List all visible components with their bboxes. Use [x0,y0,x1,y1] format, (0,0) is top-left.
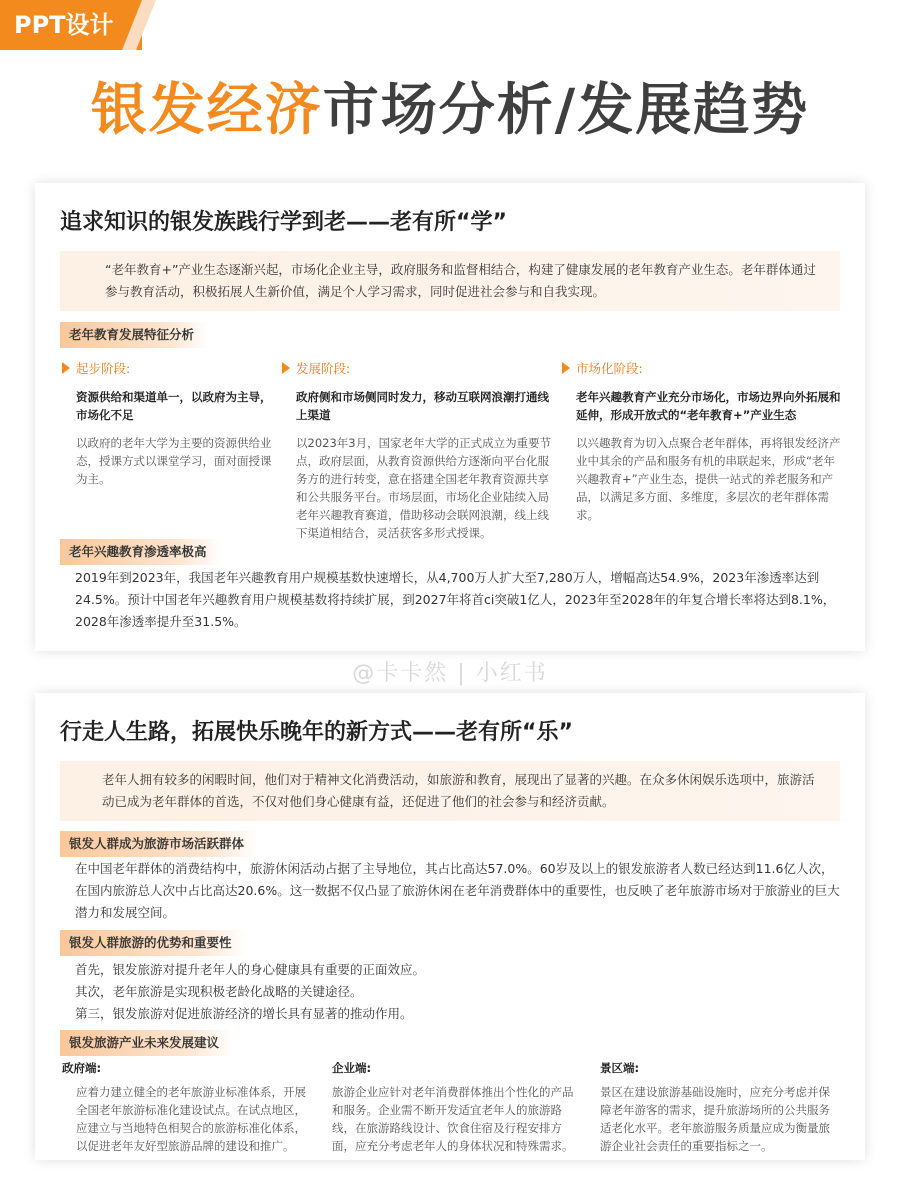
section-label: 老年教育发展特征分析 [60,322,208,348]
stage-name: 市场化阶段: [576,361,643,376]
stage-development [282,360,552,542]
section-label: 老年兴趣教育渗透率极高 [60,539,221,565]
penetration-paragraph: 2019年到2023年，我国老年兴趣教育用户规模基数快速增长，从4,700万人扩大至7,280万人，增幅高达54.9%，2023年渗透率达到24.5%。预计中国老年兴趣教育用户规模基数将持续扩展，到2027年将首ci突破1亿人，2023年至2028年的年复合增长率将达到8.1%，2028年渗透率提升至31.5%。 [75,570,836,629]
tourism-active-paragraph: 在中国老年群体的消费结构中，旅游休闲活动占据了主导地位，其占比高达57.0%。60岁及以上的银发旅游者人数已经达到11.6亿人次，在国内旅游总人次中占比高达20.6%。这一数据不仅凸显了旅游休闲在老年消费群体中的重要性，也反映了老年旅游市场对于旅游业的巨大潜力和发展空间。 [75,861,840,920]
title-highlight: 银发经济 [90,78,323,143]
section-label: 银发旅游产业未来发展建议 [60,1030,233,1056]
title-rest: 市场分析/发展趋势 [322,78,810,143]
section-label: 银发人群旅游的优势和重要性 [60,930,246,956]
education-card [35,183,865,651]
suggestion-scenic [600,1059,835,1155]
advantages-list [75,959,840,1025]
stage-heading [562,360,844,378]
triangle-icon [62,362,70,374]
intro-paragraph: “老年教育+”产业生态逐渐兴起，市场化企业主导，政府服务和监督相结合，构建了健康发展的老年教育产业生态。老年群体通过参与教育活动，积极拓展人生新价值，满足个人学习需求，同时促进社会参与和自我实现。 [60,251,840,311]
stage-heading [62,360,280,378]
card-title: 追求知识的银发族践行学到老——老有所“学” [60,210,507,235]
tourism-card [35,693,865,1160]
suggestion-description: 旅游企业应针对老年消费群体推出个性化的产品和服务。企业需不断开发适宜老年人的旅游路线，在旅游路线设计、饮食住宿及行程安排方面，应充分考虑老年人的身体状况和特殊需求。 [332,1085,574,1153]
stage-subtitle: 政府侧和市场侧同时发力，移动互联网浪潮打通线上渠道 [296,390,549,422]
stage-market [562,360,844,524]
stage-description: 以政府的老年大学为主要的资源供给业态，授课方式以课堂学习，面对面授课为主。 [76,436,272,486]
stage-name: 起步阶段: [76,361,131,376]
stage-subtitle: 老年兴趣教育产业充分市场化，市场边界向外拓展和延伸，形成开放式的“老年教育+”产业生态 [576,390,841,422]
triangle-icon [282,362,290,374]
stage-start [62,360,280,488]
triangle-icon [562,362,570,374]
suggestion-government [62,1059,312,1155]
card-title: 行走人生路，拓展快乐晚年的新方式——老有所“乐” [60,720,573,745]
intro-paragraph: 老年人拥有较多的闲暇时间，他们对于精神文化消费活动，如旅游和教育，展现出了显著的兴趣。在众多休闲娱乐选项中，旅游活动已成为老年群体的首选，不仅对他们身心健康有益，还促进了他们的社会参与和经济贡献。 [60,761,840,821]
suggestion-heading: 企业端: [332,1061,372,1075]
ppt-design-tag: PPT设计 [0,0,142,50]
list-item: 第三，银发旅游对促进旅游经济的增长具有显著的推动作用。 [75,1006,413,1021]
suggestion-enterprise [332,1059,577,1155]
suggestion-heading: 政府端: [62,1061,102,1075]
page-title [0,66,900,146]
stage-description: 以2023年3月，国家老年大学的正式成立为重要节点，政府层面，从教育资源供给方逐渐向平台化服务方的进行转变，意在搭建全国老年教育资源共享和公共服务平台。市场层面，市场化企业陆续入局老年兴趣教育赛道，借助移动会联网浪潮，线上线下渠道相结合，灵活获客多形式授课。 [296,436,552,540]
stage-description: 以兴趣教育为切入点聚合老年群体，再将银发经济产业中其余的产品和服务有机的串联起来，形成“老年兴趣教育+”产业生态，提供一站式的养老服务和产品，以满足多方面、多维度，多层次的老年群体需求。 [576,436,841,522]
stage-subtitle: 资源供给和渠道单一，以政府为主导，市场化不足 [76,390,272,422]
list-item: 其次，老年旅游是实现积极老龄化战略的关键途径。 [75,984,363,999]
stage-name: 发展阶段: [296,361,351,376]
stage-heading [282,360,552,378]
section-label: 银发人群成为旅游市场活跃群体 [60,831,258,857]
suggestion-description: 应着力建立健全的老年旅游业标准体系，开展全国老年旅游标准化建设试点。在试点地区，应建立与当地特色相契合的旅游标准化体系，以促进老年友好型旅游品牌的建设和推广。 [76,1085,306,1153]
suggestion-description: 景区在建设旅游基础设施时，应充分考虑并保障老年游客的需求，提升旅游场所的公共服务适老化水平。老年旅游服务质量应成为衡量旅游企业社会责任的重要指标之一。 [600,1085,830,1153]
list-item: 首先，银发旅游对提升老年人的身心健康具有重要的正面效应。 [75,962,426,977]
watermark: @卡卡然 | 小红书 [352,661,548,686]
suggestion-heading: 景区端: [600,1061,640,1075]
